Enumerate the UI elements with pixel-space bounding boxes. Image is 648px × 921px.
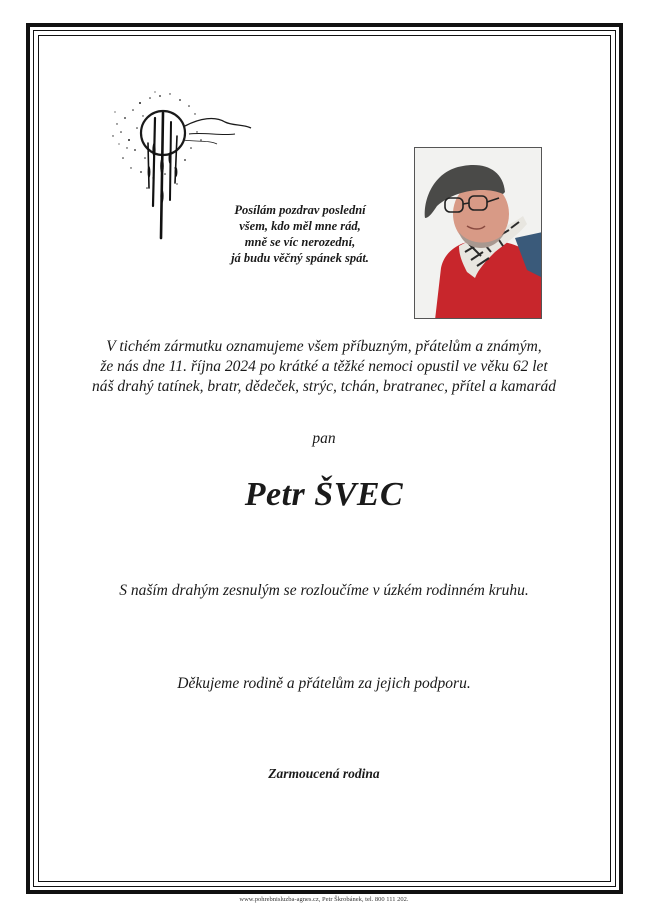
thanks-note: Děkujeme rodině a přátelům za jejich podporu. — [177, 675, 471, 692]
poem-line: já budu věčný spánek spát. — [231, 251, 369, 265]
portrait-photo — [414, 147, 542, 319]
honorific-title: pan — [312, 430, 336, 447]
poem-line: všem, kdo měl mne rád, — [239, 219, 361, 233]
signature: Zarmoucená rodina — [268, 766, 380, 781]
poem-line: mně se víc nerozední, — [244, 235, 356, 249]
farewell-poem — [200, 202, 400, 266]
announcement — [60, 337, 588, 397]
footer-credit: www.pohrebnisluzba-agnes.cz, Petr Škrobánek, tel. 800 111 202. — [239, 896, 409, 903]
announcement-line: že nás dne 11. října 2024 po krátké a těžké nemoci opustil ve věku 62 let — [100, 358, 548, 375]
farewell-notice: S naším drahým zesnulým se rozloučíme v úzkém rodinném kruhu. — [119, 582, 529, 599]
poem-line: Posílám pozdrav poslední — [234, 203, 366, 217]
deceased-name: Petr ŠVEC — [244, 476, 404, 513]
announcement-line: náš drahý tatínek, bratr, dědeček, strýc, tchán, bratranec, přítel a kamarád — [91, 378, 557, 395]
announcement-line: V tichém zármutku oznamujeme všem příbuzným, přátelům a známým, — [106, 338, 542, 355]
